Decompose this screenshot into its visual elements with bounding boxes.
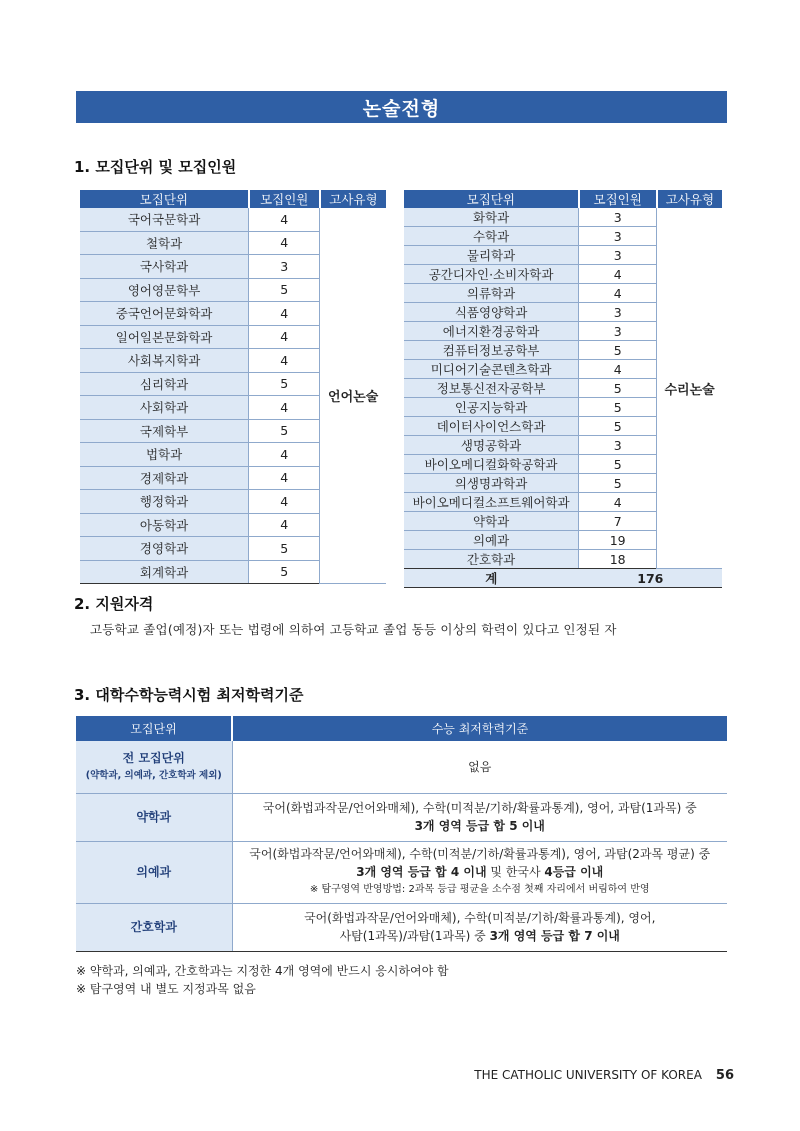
count-cell: 4 bbox=[249, 443, 320, 467]
count-cell: 3 bbox=[579, 322, 657, 341]
count-cell: 4 bbox=[249, 302, 320, 326]
standard-bold: 3개 영역 등급 합 7 이내 bbox=[489, 929, 620, 943]
unit-cell: 물리학과 bbox=[404, 246, 579, 265]
table-row bbox=[76, 741, 727, 793]
unit-cell: 의생명과학과 bbox=[404, 474, 579, 493]
unit-cell: 영어영문학부 bbox=[80, 278, 249, 302]
unit-cell: 중국언어문화학과 bbox=[80, 302, 249, 326]
unit-cell: 화학과 bbox=[404, 208, 579, 227]
count-cell: 5 bbox=[249, 537, 320, 561]
standard-bold-a: 3개 영역 등급 합 4 이내 bbox=[356, 865, 487, 879]
count-cell: 4 bbox=[249, 513, 320, 537]
unit-cell: 일어일본문화학과 bbox=[80, 325, 249, 349]
count-cell: 4 bbox=[249, 231, 320, 255]
count-cell: 3 bbox=[579, 436, 657, 455]
eligibility-text: 고등학교 졸업(예정)자 또는 법령에 의하여 고등학교 졸업 동등 이상의 학력이 있다고 인정된 자 bbox=[90, 622, 617, 637]
left-table-body bbox=[80, 208, 386, 584]
count-cell: 4 bbox=[249, 490, 320, 514]
count-cell: 19 bbox=[579, 531, 657, 550]
col-header-count: 모집인원 bbox=[579, 190, 657, 208]
unit-cell: 철학과 bbox=[80, 231, 249, 255]
standard-cell bbox=[232, 903, 727, 951]
count-cell: 3 bbox=[579, 208, 657, 227]
total-row bbox=[404, 569, 722, 588]
exam-type-cell: 언어논술 bbox=[320, 208, 386, 584]
standard-note: ※ 탐구영역 반영방법: 2과목 등급 평균을 소수점 첫째 자리에서 버림하여 반영 bbox=[309, 884, 650, 895]
count-cell: 3 bbox=[579, 227, 657, 246]
note-2: ※ 탐구영역 내 별도 지정과목 없음 bbox=[76, 982, 256, 996]
standard-mid: 사탐(1과목)/과탐(1과목) 중 bbox=[339, 929, 490, 943]
col-header-unit: 모집단위 bbox=[76, 716, 232, 741]
standard-line: 없음 bbox=[468, 759, 492, 774]
unit-cell: 경영학과 bbox=[80, 537, 249, 561]
unit-cell: 아동학과 bbox=[80, 513, 249, 537]
count-cell: 3 bbox=[579, 303, 657, 322]
unit-cell: 의류학과 bbox=[404, 284, 579, 303]
unit-cell: 인공지능학과 bbox=[404, 398, 579, 417]
count-cell: 4 bbox=[579, 265, 657, 284]
unit-cell: 바이오메디컬소프트웨어학과 bbox=[404, 493, 579, 512]
unit-cell: 데이터사이언스학과 bbox=[404, 417, 579, 436]
count-cell: 3 bbox=[579, 246, 657, 265]
standard-line: 국어(화법과작문/언어와매체), 수학(미적분/기하/확률과통계), 영어, 과탐(2과목 평균) 중 bbox=[249, 847, 711, 861]
row-label bbox=[76, 741, 232, 793]
total-label: 계 bbox=[404, 569, 579, 588]
unit-cell: 경제학과 bbox=[80, 466, 249, 490]
count-cell: 4 bbox=[249, 466, 320, 490]
footer-university: THE CATHOLIC UNIVERSITY OF KOREA bbox=[474, 1068, 702, 1082]
table-row bbox=[76, 793, 727, 841]
unit-cell: 정보통신전자공학부 bbox=[404, 379, 579, 398]
unit-cell: 간호학과 bbox=[404, 550, 579, 569]
count-cell: 5 bbox=[249, 372, 320, 396]
unit-cell: 생명공학과 bbox=[404, 436, 579, 455]
count-cell: 5 bbox=[249, 419, 320, 443]
page-number: 56 bbox=[715, 1068, 734, 1083]
row-label: 간호학과 bbox=[76, 903, 232, 951]
section2-heading: 2. 지원자격 bbox=[74, 595, 154, 613]
unit-cell: 공간디자인·소비자학과 bbox=[404, 265, 579, 284]
unit-cell: 의예과 bbox=[404, 531, 579, 550]
note-1: ※ 약학과, 의예과, 간호학과는 지정한 4개 영역에 반드시 응시하여야 함 bbox=[76, 964, 449, 978]
unit-cell: 식품영양학과 bbox=[404, 303, 579, 322]
unit-cell: 바이오메디컬화학공학과 bbox=[404, 455, 579, 474]
table-row bbox=[76, 903, 727, 951]
count-cell: 18 bbox=[579, 550, 657, 569]
unit-cell: 수학과 bbox=[404, 227, 579, 246]
count-cell: 5 bbox=[579, 474, 657, 493]
count-cell: 5 bbox=[579, 398, 657, 417]
standard-cell bbox=[232, 793, 727, 841]
right-table-body bbox=[404, 208, 722, 588]
unit-cell: 에너지환경공학과 bbox=[404, 322, 579, 341]
right-recruitment-table bbox=[404, 190, 722, 588]
unit-cell: 국사학과 bbox=[80, 255, 249, 279]
left-recruitment-table bbox=[80, 190, 386, 584]
col-header-type: 고사유형 bbox=[320, 190, 386, 208]
count-cell: 5 bbox=[579, 455, 657, 474]
section1-heading: 1. 모집단위 및 모집인원 bbox=[74, 158, 237, 176]
standard-cell bbox=[232, 841, 727, 903]
row-label: 의예과 bbox=[76, 841, 232, 903]
unit-cell: 사회학과 bbox=[80, 396, 249, 420]
unit-cell: 사회복지학과 bbox=[80, 349, 249, 373]
unit-cell: 미디어기술콘텐츠학과 bbox=[404, 360, 579, 379]
standard-line: 국어(화법과작문/언어와매체), 수학(미적분/기하/확률과통계), 영어, 과탐(1과목) 중 bbox=[262, 801, 697, 815]
standard-bold-c: 4등급 이내 bbox=[544, 865, 604, 879]
count-cell: 7 bbox=[579, 512, 657, 531]
col-header-type: 고사유형 bbox=[657, 190, 722, 208]
count-cell: 5 bbox=[249, 278, 320, 302]
unit-cell: 법학과 bbox=[80, 443, 249, 467]
unit-cell: 회계학과 bbox=[80, 560, 249, 584]
count-cell: 4 bbox=[579, 360, 657, 379]
count-cell: 5 bbox=[579, 341, 657, 360]
unit-cell: 행정학과 bbox=[80, 490, 249, 514]
unit-cell: 컴퓨터정보공학부 bbox=[404, 341, 579, 360]
standard-mid: 및 한국사 bbox=[486, 865, 545, 879]
standard-cell bbox=[232, 741, 727, 793]
count-cell: 5 bbox=[579, 379, 657, 398]
total-value: 176 bbox=[579, 569, 722, 588]
unit-cell: 국제학부 bbox=[80, 419, 249, 443]
unit-cell: 국어국문학과 bbox=[80, 208, 249, 231]
table-row bbox=[404, 208, 722, 227]
row-label-sub: (약학과, 의예과, 간호학과 제외) bbox=[85, 769, 222, 781]
count-cell: 4 bbox=[579, 284, 657, 303]
count-cell: 4 bbox=[249, 396, 320, 420]
count-cell: 5 bbox=[249, 560, 320, 584]
unit-cell: 심리학과 bbox=[80, 372, 249, 396]
table-row bbox=[76, 841, 727, 903]
section3-heading: 3. 대학수학능력시험 최저학력기준 bbox=[74, 686, 304, 704]
standard-line: 국어(화법과작문/언어와매체), 수학(미적분/기하/확률과통계), 영어, bbox=[304, 911, 656, 925]
col-header-unit: 모집단위 bbox=[80, 190, 249, 208]
col-header-standard: 수능 최저학력기준 bbox=[232, 716, 727, 741]
minimum-standard-table bbox=[76, 716, 727, 952]
standard-line-bold: 3개 영역 등급 합 5 이내 bbox=[414, 819, 545, 833]
count-cell: 5 bbox=[579, 417, 657, 436]
col-header-count: 모집인원 bbox=[249, 190, 320, 208]
count-cell: 4 bbox=[249, 349, 320, 373]
row-label: 약학과 bbox=[76, 793, 232, 841]
page-title: 논술전형 bbox=[76, 91, 727, 123]
footer bbox=[474, 1068, 734, 1083]
count-cell: 4 bbox=[579, 493, 657, 512]
unit-cell: 약학과 bbox=[404, 512, 579, 531]
row-label-main: 전 모집단위 bbox=[122, 750, 185, 765]
count-cell: 4 bbox=[249, 325, 320, 349]
exam-type-cell: 수리논술 bbox=[657, 208, 722, 569]
table-row bbox=[80, 208, 386, 231]
col-header-unit: 모집단위 bbox=[404, 190, 579, 208]
count-cell: 4 bbox=[249, 208, 320, 231]
count-cell: 3 bbox=[249, 255, 320, 279]
